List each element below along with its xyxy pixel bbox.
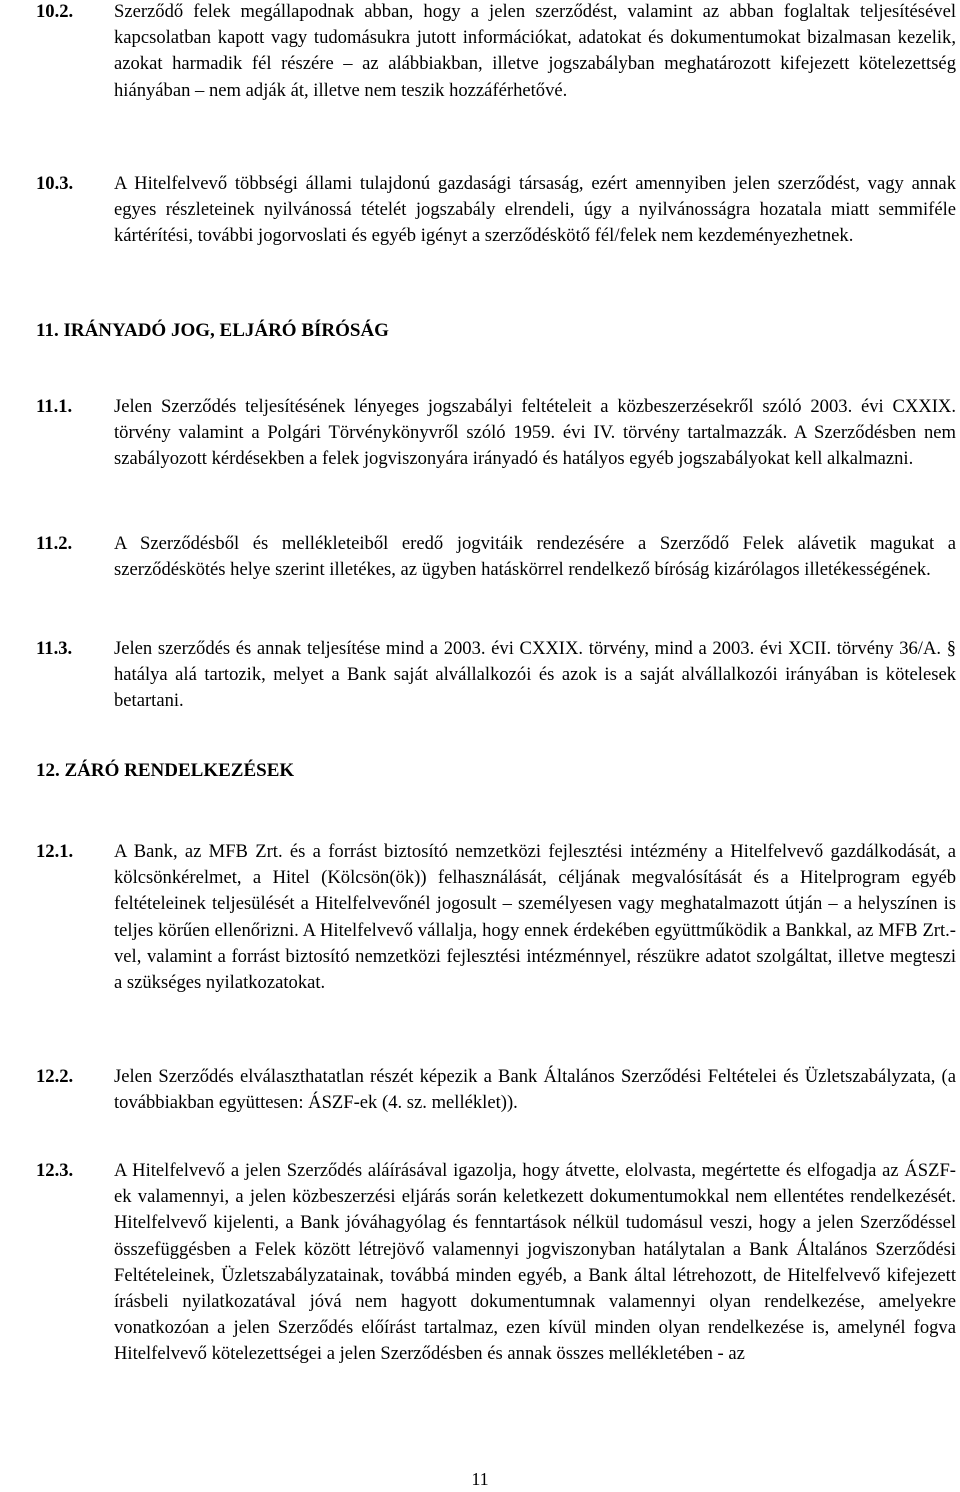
section-heading-11: 11. IRÁNYADÓ JOG, ELJÁRÓ BÍRÓSÁG <box>36 320 389 341</box>
clause-number: 10.3. <box>36 173 74 194</box>
clause-10-2 <box>36 0 956 104</box>
clause-text: A Bank, az MFB Zrt. és a forrást biztosító nemzetközi fejlesztési intézmény a Hitelfelvevő gazdálkodását, a kölcsönkérelmet, a Hitel (Kölcsön(ök)) felhasználását, céljának megvalósítását és a Hitelprogram egyéb feltételeinek teljesülését a Hitelfelvevőnél jogosult – személyesen vagy meghatalmazott útján – a helyszínen is teljes körűen ellenőrizni. A Hitelfelvevő vállalja, hogy ennek érdekében együttműködik a Bankkal, az MFB Zrt.-vel, valamint a forrást biztosító nemzetközi fejlesztési intézménnyel, részükre adatot szolgáltat, illetve megteszi a szükséges nyilatkozatokat. <box>114 841 956 994</box>
clause-text: A Hitelfelvevő a jelen Szerződés aláírásával igazolja, hogy átvette, elolvasta, megértette és elfogadja az ÁSZF-ek valamennyi, a jelen közbeszerzési eljárás során keletkezett dokumentumokkal nem ellentétes rendelkezését. Hitelfelvevő kijelenti, a Bank jóváhagyólag és fenntartások nélkül tudomásul veszi, hogy a jelen Szerződéssel összefüggésben a Felek között létrejövő valamennyi jogviszonyban hatálytalan a Bank Általános Szerződési Feltételeinek, Üzletszabályzatainak, továbbá minden egyéb, a Bank által létrehozott, de Hitelfelvevő kifejezett írásbeli nyilatkozatával jóvá nem hagyott dokumentumnak valamennyi olyan rendelkezése, amelyekre vonatkozóan a jelen Szerződés előírást tartalmaz, ezen kívül minden olyan rendelkezése is, amelynél fogva Hitelfelvevő kötelezettségei a jelen Szerződésben és annak összes mellékletében - az <box>114 1160 956 1365</box>
clause-number: 12.1. <box>36 841 74 862</box>
clause-10-3 <box>36 171 956 250</box>
clause-text: A Hitelfelvevő többségi állami tulajdonú gazdasági társaság, ezért amennyiben jelen szerződést, vagy annak egyes részleteinek nyilvánossá tételét jogszabály elrendeli, úgy a nyilvánosságra hozatala miatt semmiféle kártérítési, további jogorvoslati és egyéb igényt a szerződéskötő fél/felek nem kezdeményezhetnek. <box>114 173 956 247</box>
clause-12-3 <box>36 1158 956 1368</box>
clause-text: Jelen szerződés és annak teljesítése mind a 2003. évi CXXIX. törvény, mind a 2003. évi XCII. törvény 36/A. § hatálya alá tartozik, melyet a Bank saját alvállalkozói és azok is a saját alvállalkozói irányában is kötelesek betartani. <box>114 638 956 712</box>
clause-12-1 <box>36 839 956 996</box>
section-heading-12: 12. ZÁRÓ RENDELKEZÉSEK <box>36 760 295 781</box>
clause-text: Szerződő felek megállapodnak abban, hogy a jelen szerződést, valamint az abban foglaltak teljesítésével kapcsolatban kapott vagy tudomásukra jutott információkat, adatokat és dokumentumokat bizalmasan kezelik, azokat harmadik fél részére – az alábbiakban, illetve jogszabályban meghatározott kifejezett kötelezettség hiányában – nem adják át, illetve nem teszik hozzáférhetővé. <box>114 1 956 101</box>
clause-text: Jelen Szerződés elválaszthatatlan részét képezik a Bank Általános Szerződési Feltételei és Üzletszabályzata, (a továbbiakban együttesen: ÁSZF-ek (4. sz. melléklet)). <box>114 1066 956 1114</box>
clause-number: 11.2. <box>36 533 73 554</box>
clause-11-3 <box>36 636 956 715</box>
clause-number: 12.3. <box>36 1160 74 1181</box>
clause-number: 12.2. <box>36 1066 74 1087</box>
clause-11-2 <box>36 531 956 583</box>
clause-text: Jelen Szerződés teljesítésének lényeges jogszabályi feltételeit a közbeszerzésekről szóló 2003. évi CXXIX. törvény valamint a Polgári Törvénykönyvről szóló 1959. évi IV. törvény tartalmazzák. A Szerződésben nem szabályozott kérdésekben a felek jogviszonyára irányadó és hatályos egyéb jogszabályokat kell alkalmazni. <box>114 396 956 470</box>
clause-number: 10.2. <box>36 1 74 22</box>
clause-12-2 <box>36 1064 956 1116</box>
clause-text: A Szerződésből és mellékleteiből eredő jogvitáik rendezésére a Szerződő Felek alávetik magukat a szerződéskötés helye szerint illetékes, az ügyben hatáskörrel rendelkező bíróság kizárólagos illetékességének. <box>114 533 956 581</box>
clause-number: 11.3. <box>36 638 73 659</box>
page-number: 11 <box>471 1469 489 1489</box>
clause-number: 11.1. <box>36 396 73 417</box>
clause-11-1 <box>36 394 956 473</box>
